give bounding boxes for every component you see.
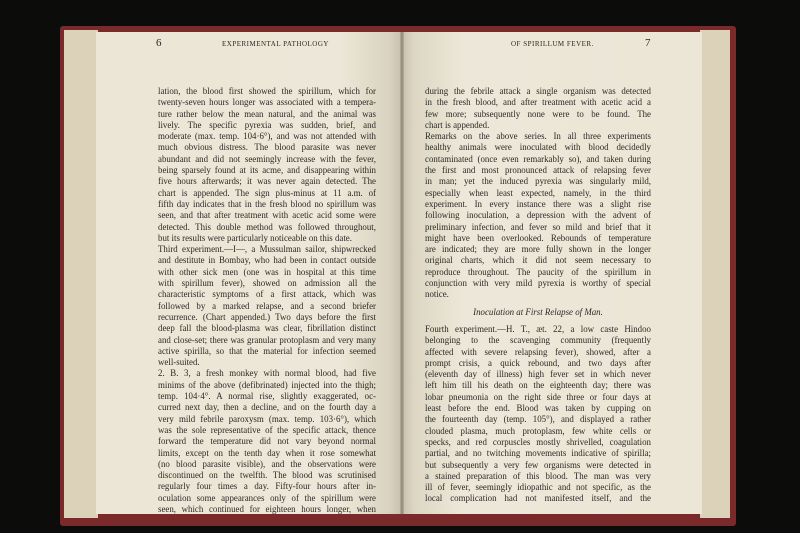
text-line: chart is appended. The sign plus-minus at 11 a.m. of (158, 187, 376, 198)
text-line: might have been overlooked. Rebounds of temperature (425, 232, 651, 243)
text-line: being sparsely found at its acme, and disappearing within (158, 165, 376, 176)
text-line: conjunction with very mild pyrexia is worthy of special (425, 278, 651, 289)
text-line: ture rather below the mean natural, and the animal was (158, 108, 376, 119)
text-line: oculation some appearances only of the spirillum were (158, 492, 376, 503)
text-line: partial, and no twitching movements indicative of spirilla; (425, 448, 651, 459)
text-line: the fourteenth day (temp. 105°), and displayed a rather (425, 414, 651, 425)
text-line: very mild febrile paroxysm (max. temp. 103·6°), which (158, 413, 376, 424)
text-line: specks, and red corpuscles mostly shrivelled, coagulation (425, 436, 651, 447)
text-line: and destitute in Bombay, who had been in contact outside (158, 255, 376, 266)
text-line: forward the temperature did not vary beyond normal (158, 436, 376, 447)
text-line: affected with severe relapsing fever), showed, after a (425, 346, 651, 357)
text-line: Fourth experiment.—H. T., æt. 22, a low caste Hindoo (425, 323, 651, 334)
text-line: limits, except on the tenth day when it rose somewhat (158, 447, 376, 458)
right-page-edges (700, 30, 730, 518)
text-line: with spirillum fever), showed on admission all the (158, 278, 376, 289)
text-line: notice. (425, 289, 449, 300)
text-line: preliminary infection, and fever so mild and brief that it (425, 221, 651, 232)
text-line: Third experiment.—I—, a Mussulman sailor, shipwrecked (158, 244, 376, 255)
text-line: with other sick men (one was in hospital at this time (158, 266, 376, 277)
section-heading: Inoculation at First Relapse of Man. (473, 306, 603, 317)
text-line: detected. This double method was followed throughout, (158, 221, 376, 232)
text-line: a stained preparation of this blood. The man was very (425, 470, 651, 481)
text-line: experiment. In every instance there was a slight rise (425, 198, 651, 209)
text-line: left him till his death on the eighteenth day; there was (425, 380, 651, 391)
left-page-number: 6 (156, 37, 162, 49)
text-line: twenty-seven hours longer was associated with a tempera- (158, 97, 376, 108)
text-line: regularly four times a day. Fifty-four hours after in- (158, 481, 376, 492)
text-line: following inoculation, a depression with the advent of (425, 210, 651, 221)
text-line: clouded plasma, much protoplasm, few white cells or (425, 425, 651, 436)
text-line: lobar pneumonia on the right side three or four days at (425, 391, 651, 402)
text-line: (eleventh day of illness) high fever set in which never (425, 369, 651, 380)
text-line: during the febrile attack a single organism was detected (425, 86, 651, 96)
text-line: minims of the above (defibrinated) injected into the thigh; (158, 379, 376, 390)
text-line: but its results were particularly noticeable on this date. (158, 232, 352, 243)
text-line: seen, and that after treatment with acetic acid some were (158, 210, 376, 221)
text-line: seen, which continued for eighteen hours longer, when (158, 503, 376, 514)
book-gutter (400, 32, 404, 514)
left-page-body (158, 86, 376, 515)
text-line: followed by a marked relapse, and a second briefer (158, 300, 376, 311)
right-running-head: OF SPIRILLUM FEVER. (511, 40, 594, 48)
text-line: lation, the blood first showed the spirillum, which for (158, 86, 376, 96)
text-line: reproduce throughout. The paucity of the spirillum in (425, 266, 651, 277)
text-line: temp. 104·4°. A normal rise, slightly exaggerated, oc- (158, 391, 376, 402)
text-line: fifth day indicates that in the fresh blood no spirillum was (158, 198, 376, 209)
text-line: local complication had not manifested itself, and the (425, 493, 651, 504)
right-page-body (425, 86, 651, 505)
left-running-head: EXPERIMENTAL PATHOLOGY (222, 40, 329, 48)
text-line: in man; yet the induced pyrexia was singularly mild, (425, 176, 651, 187)
text-line: discontinued on the twelfth. The blood was scrutinised (158, 470, 376, 481)
text-line: and close-set; there was granular protoplasm and very many (158, 334, 376, 345)
text-line: contaminated (once even remarkably so), and taken during (425, 153, 651, 164)
text-line: original charts, which it did not seem necessary to (425, 255, 651, 266)
right-page-number: 7 (645, 37, 651, 49)
text-line: lively. The specific pyrexia was sudden, brief, and (158, 119, 376, 130)
text-line: chart is appended. (425, 119, 490, 130)
text-line: well-suited. (158, 357, 200, 368)
text-line: recurrence. (Chart appended.) Two days before the first (158, 311, 376, 322)
text-line: curred next day, then a decline, and on the fourth day a (158, 402, 376, 413)
text-line: few more; subsequently none were to be found. The (425, 108, 651, 119)
text-line: much obvious distress. The blood parasite was never (158, 142, 376, 153)
text-line: belonging to the scavenging community (frequently (425, 335, 651, 346)
text-line: moderate (max. temp. 104·6°), and was not attended with (158, 131, 376, 142)
text-line: was the sole representative of the specific attack, thence (158, 424, 376, 435)
text-line: ill of fever, seemingly idiopathic and not specific, as the (425, 482, 651, 493)
text-line: characteristic symptoms of a first attack, which was (158, 289, 376, 300)
text-line: (no blood parasite visible), and the observations were (158, 458, 376, 469)
text-line: prompt crisis, a quick rebound, and two days after (425, 357, 651, 368)
text-line: Remarks on the above series. In all three experiments (425, 131, 651, 142)
text-line: especially when least expected, namely, in the third (425, 187, 651, 198)
text-line: active spirilla, so that the material for infection seemed (158, 345, 376, 356)
text-line: abundant and did not seemingly increase with the fever, (158, 153, 376, 164)
left-page-edges (64, 30, 98, 518)
text-line: in the fresh blood, and after treatment with acetic acid a (425, 97, 651, 108)
text-line: the first and most pronounced attack of relapsing fever (425, 165, 651, 176)
text-line: five hours afterwards; it was never again detected. The (158, 176, 376, 187)
text-line: but subsequently a very few organisms were detected in (425, 459, 651, 470)
text-line: least before the end. Blood was taken by cupping on (425, 403, 651, 414)
text-line: 2. B. 3, a fresh monkey with normal blood, had five (158, 368, 376, 379)
text-line: healthy animals were inoculated with blood decidedly (425, 142, 651, 153)
text-line: are indicated; they are more fully shown in the longer (425, 244, 651, 255)
text-line: deep fall the blood-plasma was clear, fibrillation distinct (158, 323, 376, 334)
